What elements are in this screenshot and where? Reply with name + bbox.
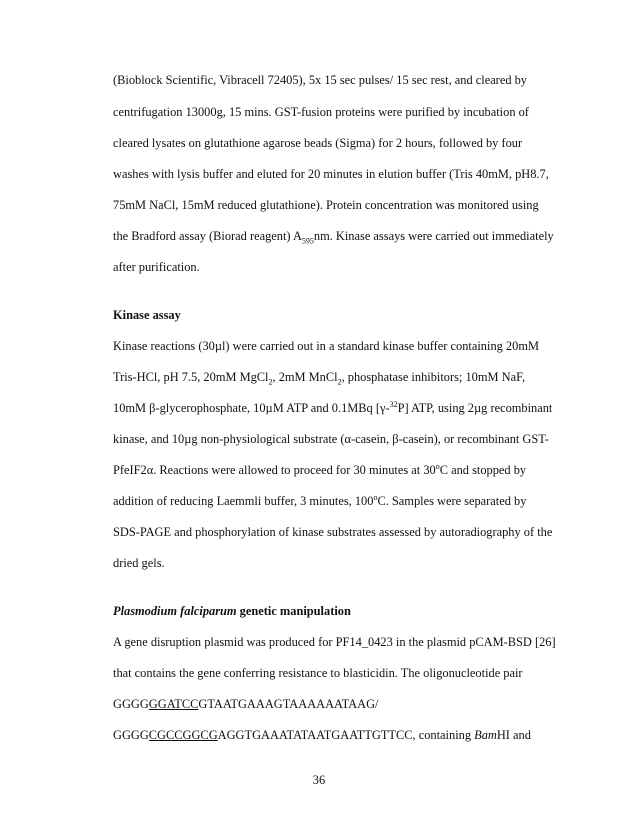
p1-line-6 [113, 228, 554, 244]
kinase-line-6 [113, 493, 526, 509]
oligo-forward-prefix: GGGG [113, 697, 149, 711]
p1-line-7: after purification. [113, 260, 200, 274]
p1-line-5: 75mM NaCl, 15mM reduced glutathione). Protein concentration was monitored using [113, 198, 539, 212]
genetic-line-1: A gene disruption plasmid was produced for PF14_0423 in the plasmid pCAM-BSD [26] [113, 635, 556, 649]
kinase-line-5-a: PfeIF2α. Reactions were allowed to proceed for 30 minutes at 30 [113, 463, 436, 477]
kinase-line-2-b: , 2mM MnCl [272, 370, 338, 384]
genetic-line-2: that contains the gene conferring resistance to blasticidin. The oligonucleotide pair [113, 666, 523, 680]
p1-line-4: washes with lysis buffer and eluted for 20 minutes in elution buffer (Tris 40mM, pH8.7, [113, 167, 549, 181]
oligo-forward-rest: GTAATGAAAGTAAAAAATAAG/ [198, 697, 379, 711]
p1-line-1: (Bioblock Scientific, Vibracell 72405), 5x 15 sec pulses/ 15 sec rest, and cleared by [113, 73, 527, 87]
kinase-line-2-c: , phosphatase inhibitors; 10mM NaF, [341, 370, 526, 384]
p1-line-3: cleared lysates on glutathione agarose beads (Sigma) for 2 hours, followed by four [113, 136, 523, 150]
oligo-reverse-rest: AGGTGAAATATAATGAATTGTTCC, containing [217, 728, 475, 742]
kinase-line-5-b: C and stopped by [439, 463, 527, 477]
absorbance-subscript: 595 [301, 236, 314, 246]
oligo-reverse [113, 727, 531, 743]
mncl-subscript: 2 [337, 377, 342, 387]
kinase-line-3-b: P] ATP, using 2µg recombinant [397, 401, 553, 415]
page-number: 36 [312, 773, 326, 787]
oligo-forward [113, 696, 378, 712]
kinase-line-7: SDS-PAGE and phosphorylation of kinase substrates assessed by autoradiography of the [113, 525, 553, 539]
kinase-line-2 [113, 369, 525, 385]
enzyme-name-italic: Bam [474, 728, 497, 742]
p1-line-2: centrifugation 13000g, 15 mins. GST-fusion proteins were purified by incubation of [113, 105, 529, 119]
oligo-reverse-prefix: GGGG [113, 728, 149, 742]
kinase-assay-heading: Kinase assay [113, 308, 181, 322]
species-name: Plasmodium falciparum [113, 604, 237, 618]
p1-line-6-b: nm. Kinase assays were carried out immediately [313, 229, 554, 243]
restriction-site-notl: CGCCGGCG [148, 728, 218, 742]
mgcl-subscript: 2 [268, 377, 273, 387]
genetic-manipulation-heading [113, 603, 351, 619]
heading-rest: genetic manipulation [236, 604, 351, 618]
kinase-line-6-b: C. Samples were separated by [377, 494, 527, 508]
restriction-site-bamhi: GGATCC [148, 697, 199, 711]
kinase-line-3-a: 10mM β-glycerophosphate, 10µM ATP and 0.1MBq [γ- [113, 401, 390, 415]
degree-superscript-2: o [373, 492, 378, 502]
oligo-reverse-end: HI and [496, 728, 531, 742]
degree-superscript-1: o [435, 461, 440, 471]
isotope-superscript: 32 [389, 399, 398, 409]
kinase-line-5 [113, 462, 526, 478]
kinase-line-2-a: Tris-HCl, pH 7.5, 20mM MgCl [113, 370, 269, 384]
kinase-line-3 [113, 400, 552, 416]
p1-line-6-a: the Bradford assay (Biorad reagent) A [113, 229, 302, 243]
kinase-line-6-a: addition of reducing Laemmli buffer, 3 minutes, 100 [113, 494, 374, 508]
kinase-line-8: dried gels. [113, 556, 165, 570]
kinase-line-1: Kinase reactions (30µl) were carried out in a standard kinase buffer containing 20mM [113, 339, 539, 353]
kinase-line-4: kinase, and 10µg non-physiological substrate (α-casein, β-casein), or recombinant GST- [113, 432, 549, 446]
